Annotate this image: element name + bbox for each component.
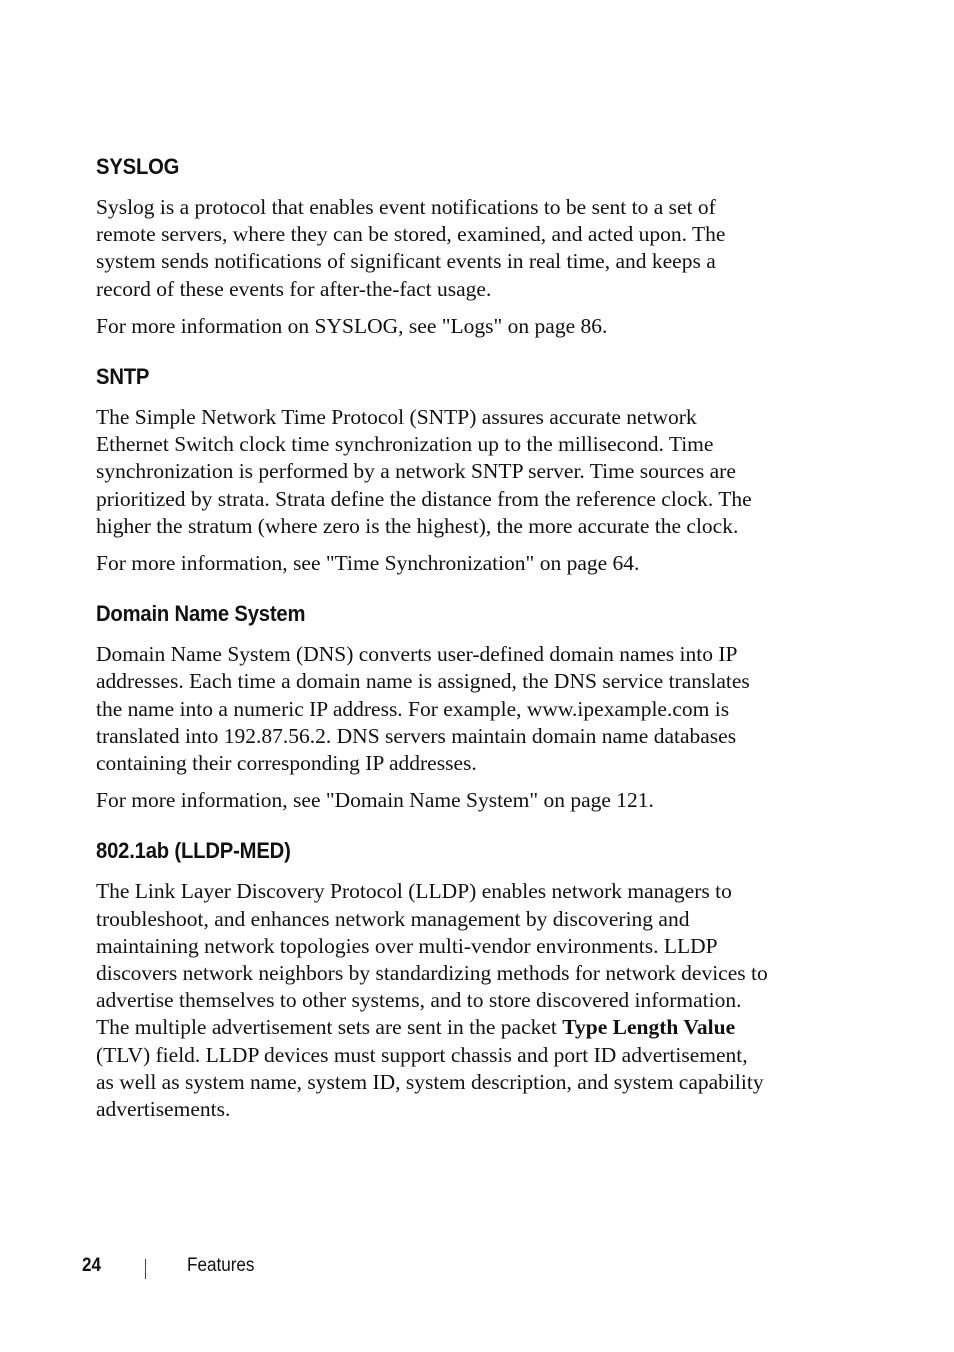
section-dns [96,597,826,814]
text-line: The multiple advertisement sets are sent in the packet [96,1015,563,1040]
page-number: 24 [82,1255,102,1276]
text-line: as well as system name, system ID, system description, and system capability [96,1069,764,1094]
text-line: Domain Name System (DNS) converts user-defined domain names into IP [96,642,738,667]
section-heading: SYSLOG [96,154,180,179]
text-line: prioritized by strata. Strata define the distance from the reference clock. The [96,486,752,511]
text-line: Ethernet Switch clock time synchronization up to the millisecond. Time [96,432,714,457]
paragraph [96,404,826,540]
text-line: The Link Layer Discovery Protocol (LLDP) enables network managers to [96,879,732,904]
paragraph [96,878,826,1123]
section-syslog [96,150,826,340]
text-line: higher the stratum (where zero is the highest), the more accurate the clock. [96,513,739,538]
text-line: record of these events for after-the-fact usage. [96,276,492,301]
text-line: The Simple Network Time Protocol (SNTP) assures accurate network [96,405,697,430]
text-line: advertisements. [96,1097,231,1122]
paragraph [96,194,826,303]
section-heading: 802.1ab (LLDP-MED) [96,838,291,864]
chapter-title: Features [187,1255,255,1276]
footer-divider [145,1259,146,1279]
text-line: troubleshoot, and enhances network management by discovering and [96,906,690,931]
bold-term: Type Length Value [562,1015,736,1040]
text-line: remote servers, where they can be stored, examined, and acted upon. The [96,222,726,247]
text-line: addresses. Each time a domain name is assigned, the DNS service translates [96,669,750,694]
text-line: synchronization is performed by a network SNTP server. Time sources are [96,459,736,484]
text-line: the name into a numeric IP address. For example, www.ipexample.com is [96,696,730,721]
text-line: translated into 192.87.56.2. DNS servers maintain domain name databases [96,723,737,748]
cross-reference: For more information, see "Domain Name System" on page 121. [96,788,654,813]
text-line: (TLV) field. LLDP devices must support chassis and port ID advertisement, [96,1042,748,1067]
paragraph [96,641,826,777]
section-sntp [96,360,826,577]
cross-reference: For more information, see "Time Synchronization" on page 64. [96,551,640,576]
text-line: discovers network neighbors by standardizing methods for network devices to [96,961,768,986]
text-line: containing their corresponding IP addresses. [96,751,477,776]
document-page [96,150,826,1133]
section-heading: SNTP [96,364,150,390]
section-heading: Domain Name System [96,601,306,627]
text-line: system sends notifications of significant events in real time, and keeps a [96,249,716,274]
cross-reference: For more information on SYSLOG, see "Logs" on page 86. [96,313,608,338]
section-lldp [96,834,826,1123]
text-line: maintaining network topologies over multi-vendor environments. LLDP [96,933,718,958]
text-line: Syslog is a protocol that enables event notifications to be sent to a set of [96,195,716,219]
text-line: advertise themselves to other systems, and to store discovered information. [96,988,742,1013]
